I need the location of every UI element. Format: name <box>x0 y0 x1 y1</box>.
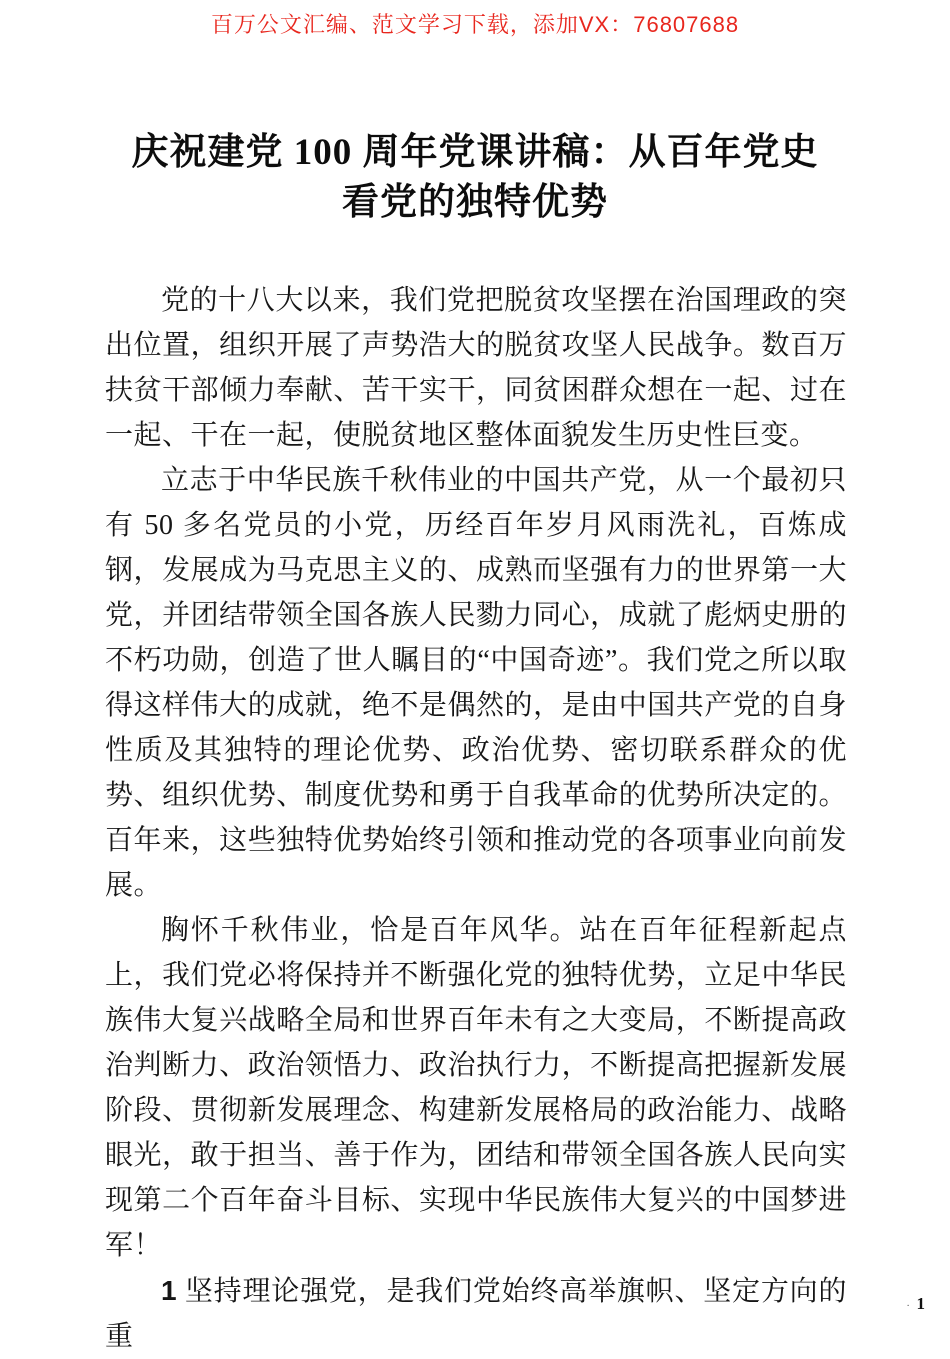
paragraph-3: 胸怀千秋伟业，恰是百年风华。站在百年征程新起点上，我们党必将保持并不断强化党的独特优势，立足中华民族伟大复兴战略全局和世界百年未有之大变局，不断提高政治判断力、政治领悟力、政治执行力，不断提高把握新发展阶段、贯彻新发展理念、构建新发展格局的政治能力、战略眼光，敢于担当、善于作为，团结和带领全国各族人民向实现第二个百年奋斗目标、实现中华民族伟大复兴的中国梦进军！ <box>105 915 847 1261</box>
paragraph-4 <box>105 1268 847 1359</box>
document-body <box>105 278 847 1359</box>
page-number-value: 1 <box>916 1294 925 1313</box>
list-item-text: 坚持理论强党，是我们党始终高举旗帜、坚定方向的重 <box>105 1276 847 1352</box>
page-number-dot: . <box>906 1297 910 1309</box>
list-item-number: 1 <box>161 1275 178 1306</box>
paragraph-2: 立志于中华民族千秋伟业的中国共产党，从一个最初只有 50 多名党员的小党，历经百年岁月风雨洗礼，百炼成钢，发展成为马克思主义的、成熟而坚强有力的世界第一大党，并团结带领全国各族人民勠力同心，成就了彪炳史册的不朽功勋，创造了世人瞩目的“中国奇迹”。我们党之所以取得这样伟大的成就，绝不是偶然的，是由中国共产党的自身性质及其独特的理论优势、政治优势、密切联系群众的优势、组织优势、制度优势和勇于自我革命的优势所决定的。百年来，这些独特优势始终引领和推动党的各项事业向前发展。 <box>105 465 847 901</box>
paragraph-1: 党的十八大以来，我们党把脱贫攻坚摆在治国理政的突出位置，组织开展了声势浩大的脱贫攻坚人民战争。数百万扶贫干部倾力奉献、苦干实干，同贫困群众想在一起、过在一起、干在一起，使脱贫地区整体面貌发生历史性巨变。 <box>105 285 847 451</box>
document-title: 庆祝建党 100 周年党课讲稿：从百年党史看党的独特优势 <box>131 132 819 223</box>
page-number <box>907 1294 925 1314</box>
promo-banner-text: 百万公文汇编、范文学习下载，添加VX：76807688 <box>210 12 740 37</box>
